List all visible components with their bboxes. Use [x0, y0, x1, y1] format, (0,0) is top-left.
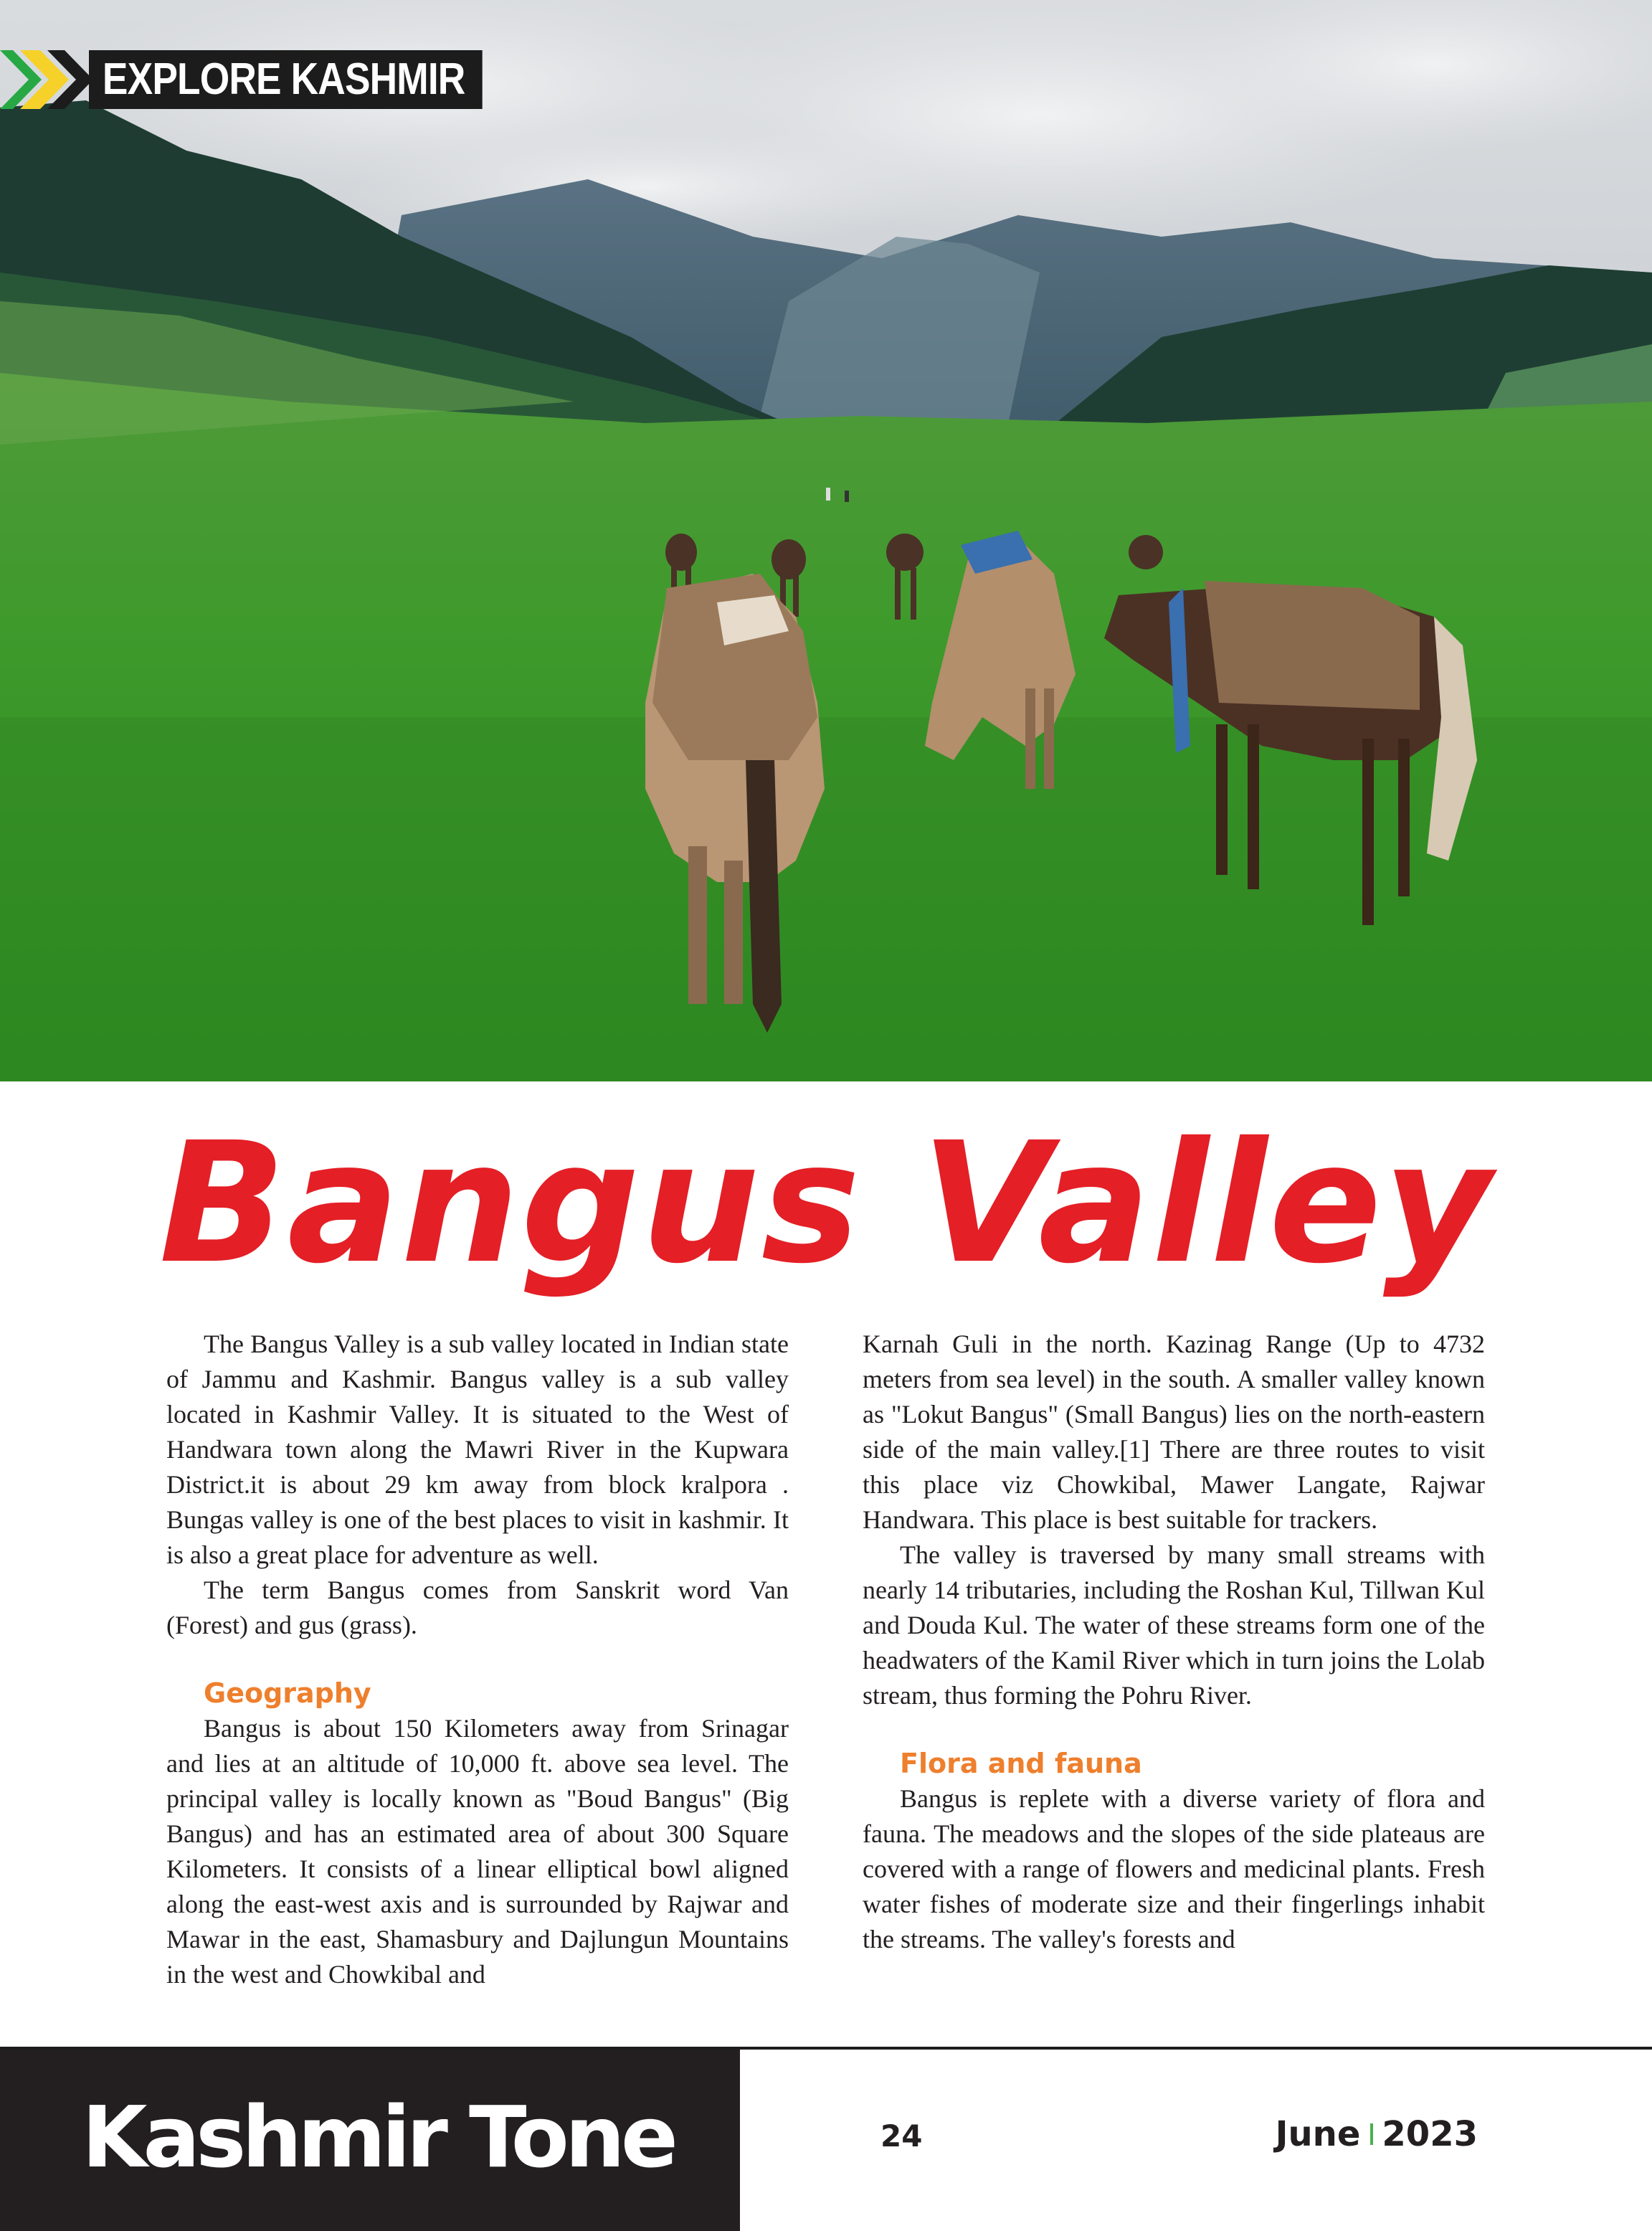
- paragraph: Bangus is about 150 Kilometers away from Srinagar and lies at an altitude of 10,000 ft. above sea level. The principal valley is locally known as "Boud Bangus" (Big Bangus) and has an estimated area of about 300 Square Kilometers. It consists of a linear elliptical bowl aligned along the east-west axis and is surrounded by Rajwar and Mawar in the east, Shamasbury and Dajlungun Mountains in the west and Chowkibal and: [166, 1714, 789, 1989]
- page-number: 24: [880, 2118, 923, 2154]
- meadow-landscape-image: [0, 0, 1652, 1081]
- article-column-left: [166, 1327, 789, 1992]
- issue-month: June: [1275, 2114, 1361, 2154]
- page-footer: [0, 2047, 1652, 2231]
- issue-date: [1276, 2114, 1478, 2154]
- article-title: Bangus Valley: [158, 1107, 1494, 1300]
- article-column-right: [863, 1327, 1485, 1957]
- section-tag: [0, 50, 546, 109]
- brand-box: [0, 2050, 740, 2231]
- chevron-arrows-icon: [0, 50, 93, 109]
- magazine-brand: Kashmir Tone: [82, 2088, 674, 2187]
- hero-photo: [0, 0, 1652, 1081]
- paragraph: The term Bangus comes from Sanskrit word Van (Forest) and gus (grass).: [166, 1576, 789, 1639]
- section-heading-geography: Geography: [204, 1677, 371, 1709]
- paragraph: The valley is traversed by many small streams with nearly 14 tributaries, including the Roshan Kul, Tillwan Kul and Douda Kul. The water of these streams form one of the headwaters of the Kamil River which in turn joins the Lolab stream, thus forming the Pohru River.: [863, 1540, 1485, 1710]
- section-tag-label: EXPLORE KASHMIR: [89, 50, 483, 109]
- paragraph: Bangus is replete with a diverse variety of flora and fauna. The meadows and the slopes of the side plateaus are covered with a range of flowers and medicinal plants. Fresh water fishes of moderate size and their fingerlings inhabit the streams. The valley's forests and: [863, 1784, 1485, 1953]
- paragraph: Karnah Guli in the north. Kazinag Range (Up to 4732 meters from sea level) in the south. A smaller valley known as "Lokut Bangus" (Small Bangus) lies on the north-eastern side of the main valley.[1] There are three routes to visit this place viz Chowkibal, Mawer Langate, Rajwar Handwara. This place is best suitable for trackers.: [863, 1330, 1485, 1534]
- date-separator: [1370, 2123, 1373, 2145]
- section-heading-flora-fauna: Flora and fauna: [900, 1748, 1142, 1779]
- issue-year: 2023: [1382, 2114, 1478, 2154]
- paragraph: The Bangus Valley is a sub valley located in Indian state of Jammu and Kashmir. Bangus valley is a sub valley located in Kashmir Valley. It is situated to the West of Handwara town along the Mawri River in the Kupwara District.it is about 29 km away from block kralpora . Bungas valley is one of the best places to visit in kashmir. It is also a great place for adventure as well.: [166, 1330, 789, 1569]
